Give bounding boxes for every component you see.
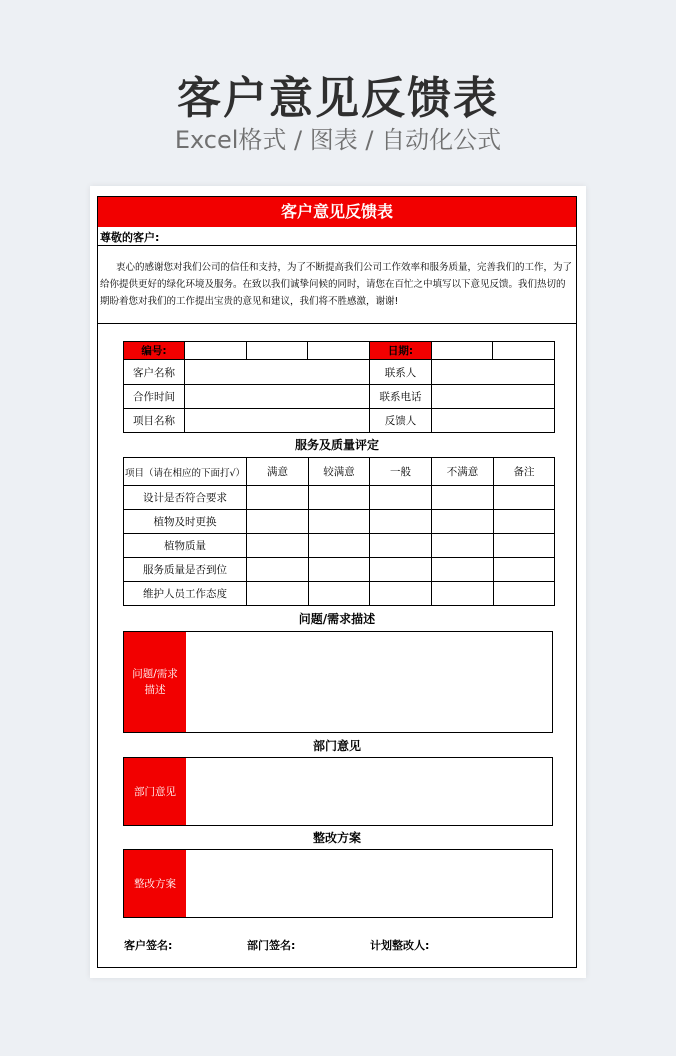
fix-heading: 整改方案 (312, 831, 361, 845)
table-row (124, 534, 555, 558)
rating-item-label: 植物质量 (124, 534, 247, 558)
rating-cell[interactable] (247, 558, 309, 582)
intro-paragraph: 衷心的感谢您对我们公司的信任和支持，为了不断提高我们公司工作效率和服务质量，完善我们的工作，为了给你提供更好的绿化环境及服务。在致以我们诚挚问候的同时，请您在百忙之中填写以下意见反馈。我们热切的期盼着您对我们的工作提出宝贵的意见和建议，我们将不胜感激，谢谢! (100, 262, 573, 307)
remark-cell[interactable] (494, 510, 555, 534)
rating-cell[interactable] (432, 534, 494, 558)
date-label: 日期: (370, 342, 432, 360)
date-cell[interactable] (493, 342, 555, 360)
rating-heading: 服务及质量评定 (294, 438, 379, 452)
rating-cell[interactable] (309, 486, 370, 510)
rating-cell[interactable] (309, 582, 370, 606)
project-name-field[interactable] (185, 409, 370, 433)
rating-item-label: 设计是否符合要求 (124, 486, 247, 510)
page-title: 客户意见反馈表 (177, 73, 499, 124)
greeting: 尊敬的客户: (100, 231, 160, 244)
customer-name-field[interactable] (185, 360, 370, 385)
phone-label: 联系电话 (370, 385, 432, 409)
feedback-sheet (97, 196, 577, 968)
rating-item-label: 服务质量是否到位 (124, 558, 247, 582)
rating-cell[interactable] (370, 582, 432, 606)
table-row (124, 558, 555, 582)
rating-cell[interactable] (309, 558, 370, 582)
problem-heading: 问题/需求描述 (298, 612, 376, 626)
phone-field[interactable] (432, 385, 555, 409)
table-row (124, 510, 555, 534)
rating-cell[interactable] (247, 534, 309, 558)
customer-name-label: 客户名称 (124, 360, 185, 385)
page-subtitle: Excel格式 / 图表 / 自动化公式 (174, 126, 502, 154)
rating-cell[interactable] (370, 510, 432, 534)
number-cell[interactable] (185, 342, 247, 360)
table-row (124, 486, 555, 510)
cooperation-time-field[interactable] (185, 385, 370, 409)
rating-column-header: 一般 (370, 458, 432, 486)
rating-column-header: 较满意 (309, 458, 370, 486)
dept-heading: 部门意见 (312, 739, 361, 753)
dept-label: 部门意见 (124, 758, 186, 825)
rating-cell[interactable] (432, 510, 494, 534)
remark-cell[interactable] (494, 582, 555, 606)
fix-plan-box[interactable] (123, 849, 553, 918)
sheet-title: 客户意见反馈表 (98, 197, 576, 227)
remark-cell[interactable] (494, 558, 555, 582)
rating-column-header: 备注 (494, 458, 555, 486)
rating-cell[interactable] (432, 486, 494, 510)
rating-cell[interactable] (432, 558, 494, 582)
divider (98, 323, 576, 324)
customer-signature[interactable]: 客户签名: (124, 939, 173, 952)
cooperation-time-label: 合作时间 (124, 385, 185, 409)
table-row (124, 582, 555, 606)
number-label: 编号: (124, 342, 185, 360)
rating-cell[interactable] (247, 510, 309, 534)
rating-item-label: 植物及时更换 (124, 510, 247, 534)
project-name-label: 项目名称 (124, 409, 185, 433)
dept-opinion-box[interactable] (123, 757, 553, 826)
planner-signature[interactable]: 计划整改人: (370, 939, 430, 952)
remark-cell[interactable] (494, 486, 555, 510)
rating-table (123, 457, 555, 606)
contact-field[interactable] (432, 360, 555, 385)
rating-cell[interactable] (370, 486, 432, 510)
number-cell[interactable] (308, 342, 370, 360)
date-cell[interactable] (432, 342, 493, 360)
rating-cell[interactable] (432, 582, 494, 606)
number-cell[interactable] (247, 342, 308, 360)
problem-box[interactable] (123, 631, 553, 733)
rating-column-header: 不满意 (432, 458, 494, 486)
rating-item-label: 维护人员工作态度 (124, 582, 247, 606)
rating-column-header: 满意 (247, 458, 309, 486)
rating-cell[interactable] (309, 534, 370, 558)
fix-label: 整改方案 (124, 850, 186, 917)
contact-label: 联系人 (370, 360, 432, 385)
feedback-person-field[interactable] (432, 409, 555, 433)
department-signature[interactable]: 部门签名: (247, 939, 296, 952)
info-table (123, 341, 555, 433)
rating-header-row (124, 458, 555, 486)
rating-cell[interactable] (309, 510, 370, 534)
feedback-person-label: 反馈人 (370, 409, 432, 433)
rating-cell[interactable] (370, 558, 432, 582)
remark-cell[interactable] (494, 534, 555, 558)
problem-label: 问题/需求描述 (124, 632, 186, 732)
divider (98, 245, 576, 246)
rating-cell[interactable] (370, 534, 432, 558)
rating-cell[interactable] (247, 582, 309, 606)
rating-column-header: 项目（请在相应的下面打√） (124, 458, 247, 486)
rating-cell[interactable] (247, 486, 309, 510)
